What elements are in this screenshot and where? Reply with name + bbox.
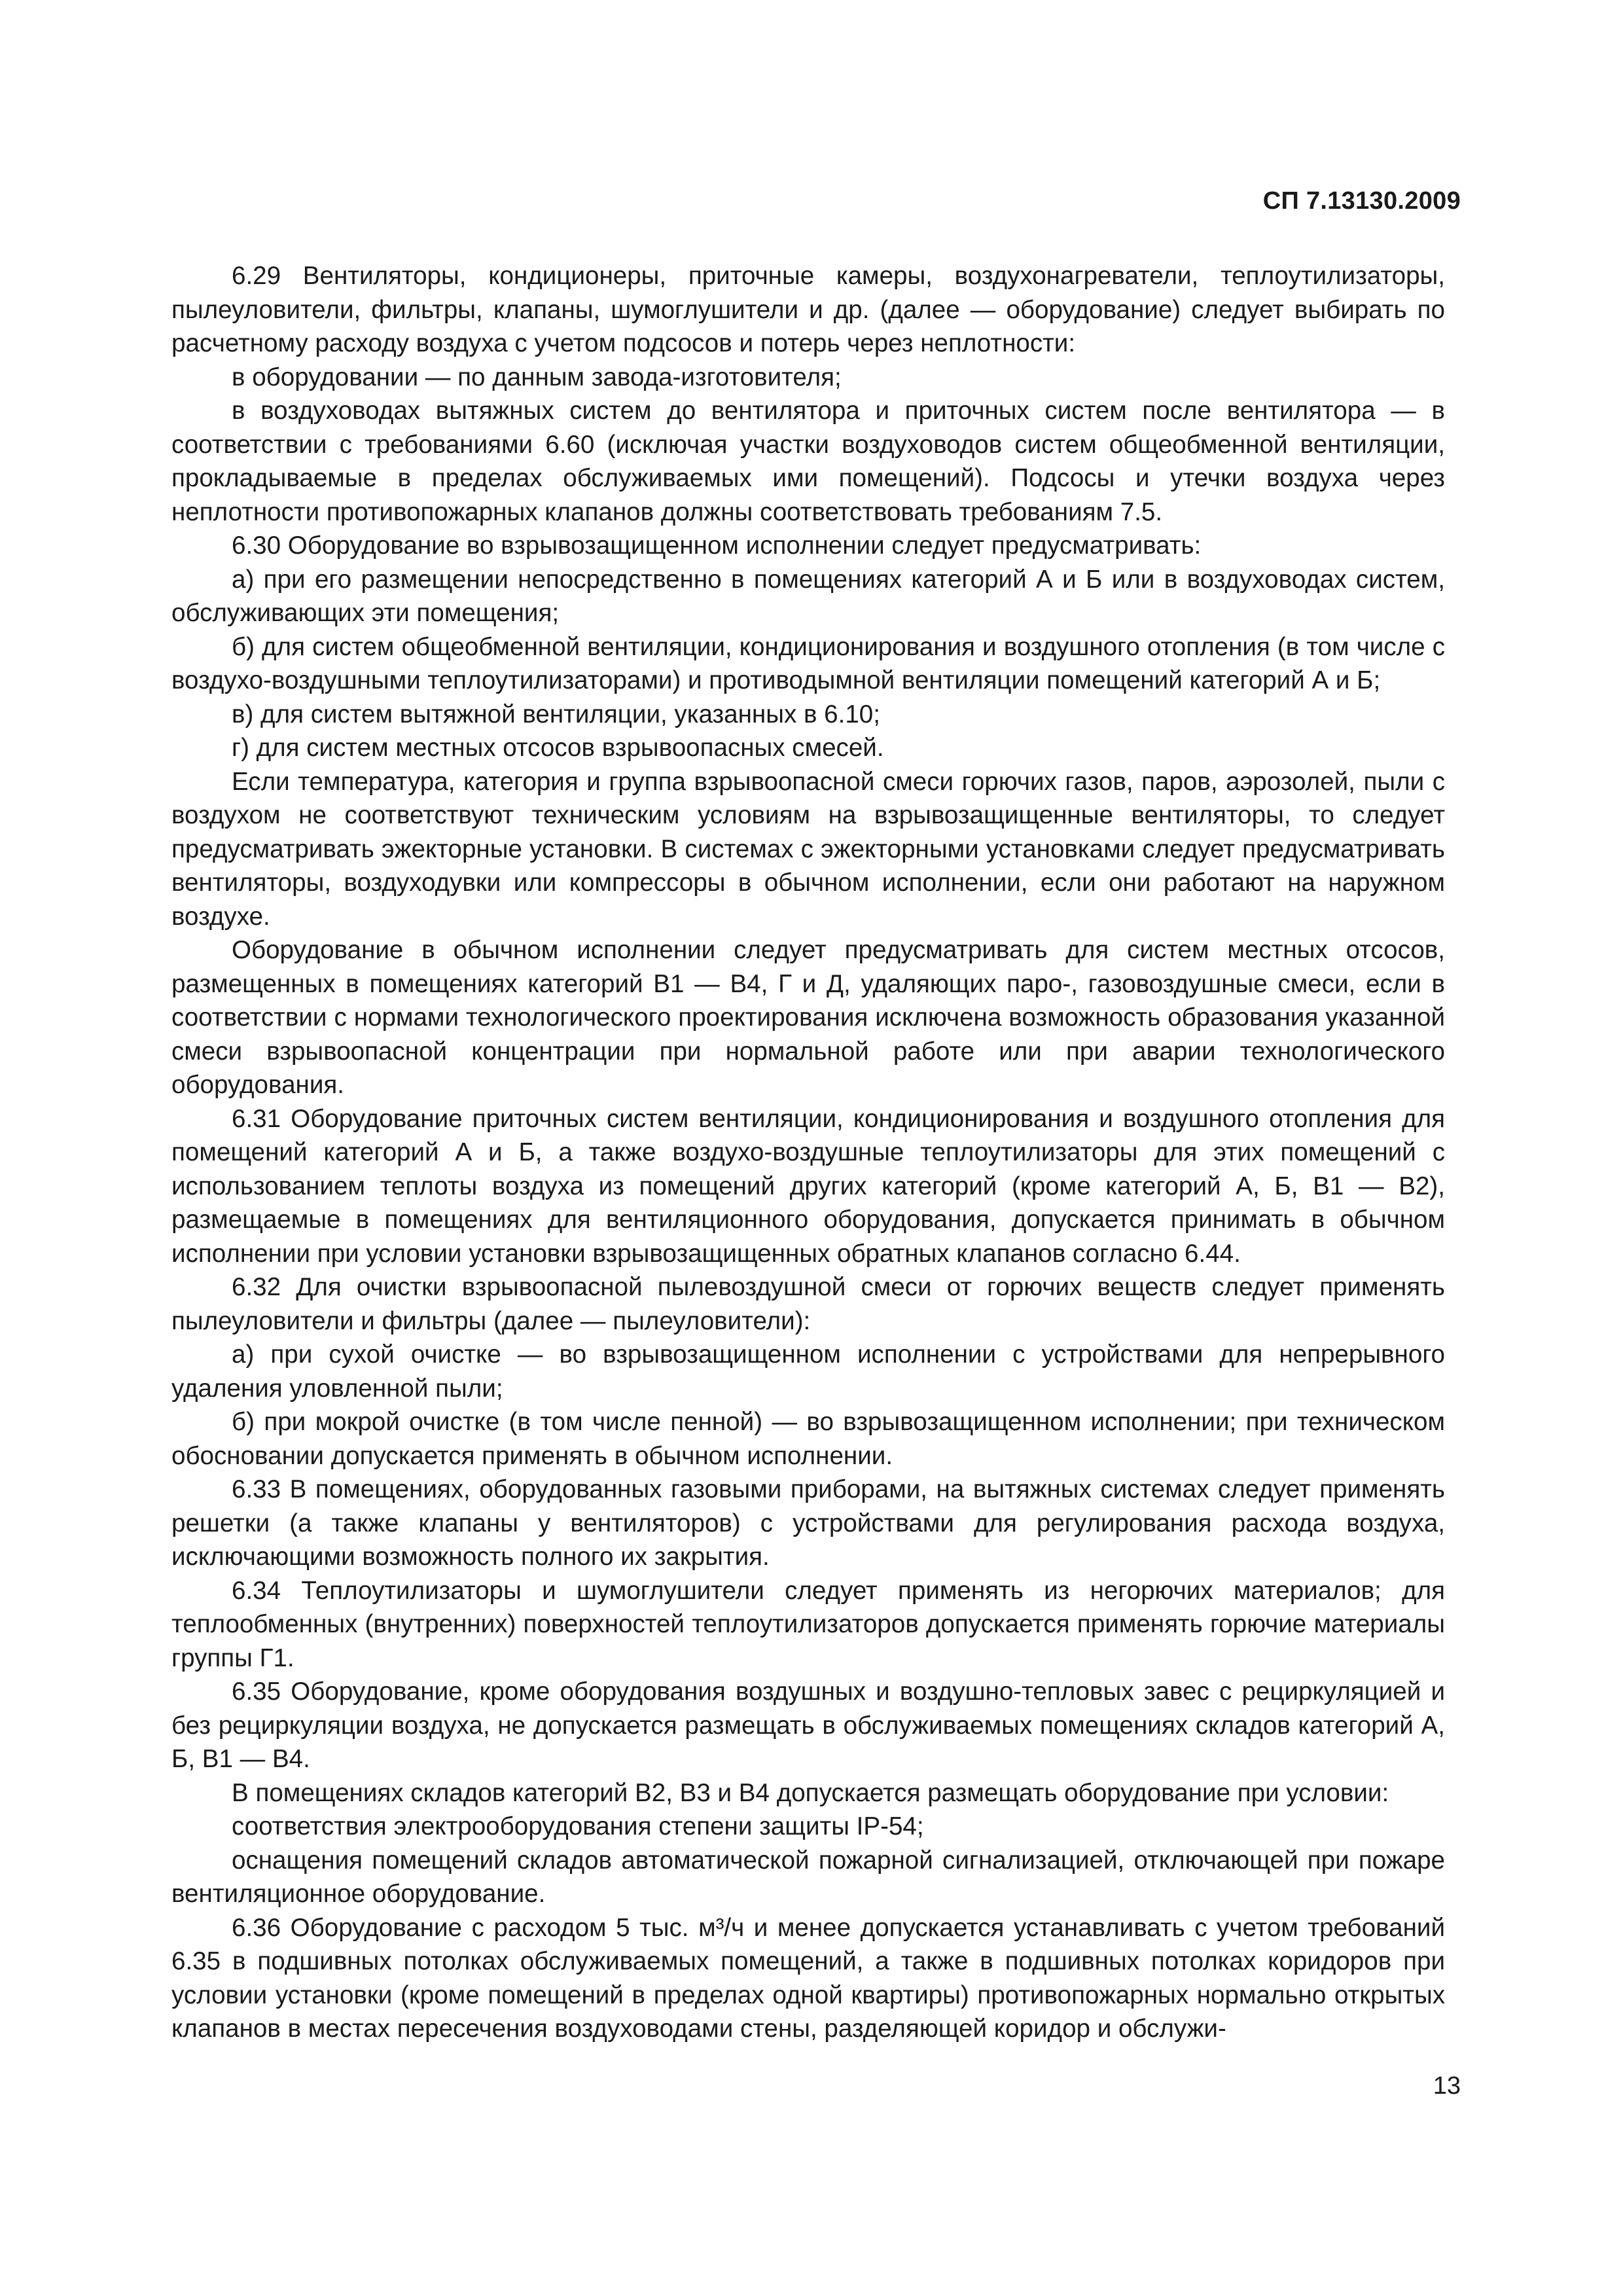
paragraph-6-32-a: а) при сухой очистке — во взрывозащищенном исполнении с устройствами для непрерывного удаления уловленной пыли; — [171, 1340, 1445, 1403]
paragraph-6-32-b: б) при мокрой очистке (в том числе пенной) — во взрывозащищенном исполнении; при техническом обосновании допускается применять в обычном исполнении. — [171, 1408, 1445, 1470]
paragraph-6-30: 6.30 Оборудование во взрывозащищенном исполнении следует предусматривать: — [232, 531, 1202, 560]
paragraph-6-30-g: г) для систем местных отсосов взрывоопасных смесей. — [232, 734, 884, 762]
paragraph-6-29-ducts: в воздуховодах вытяжных систем до вентилятора и приточных систем после вентилятора — в соответствии с требованиями 6.60 (исключая участки воздуховодов систем общеобменной вентиляции, прокладываемые в пределах обслуживаемых ими помещений). Подсосы и утечки воздуха через неплотности противопожарных клапанов должны соответствовать требованиям 7.5. — [171, 397, 1445, 526]
body-text — [171, 259, 1445, 2046]
paragraph-6-34: 6.34 Теплоутилизаторы и шумоглушители следует применять из негорючих материалов; для теплообменных (внутренних) поверхностей теплоутилизаторов допускается применять горючие материалы группы Г1. — [171, 1576, 1445, 1672]
paragraph-6-30-v: в) для систем вытяжной вентиляции, указанных в 6.10; — [232, 700, 880, 728]
paragraph-6-29: 6.29 Вентиляторы, кондиционеры, приточные камеры, воздухонагреватели, теплоутилизаторы, пылеуловители, фильтры, клапаны, шумоглушители и др. (далее — оборудование) следует выбирать по расчетному расходу воздуха с учетом подсосов и потерь через неплотности: — [171, 262, 1445, 357]
paragraph-6-35-alarm: оснащения помещений складов автоматической пожарной сигнализацией, отключающей при пожаре вентиляционное оборудование. — [171, 1846, 1445, 1908]
paragraph-6-36: 6.36 Оборудование с расходом 5 тыс. м³/ч и менее допускается устанавливать с учетом требований 6.35 в подшивных потолках обслуживаемых помещений, а также в подшивных потолках коридоров при условии установки (кроме помещений в пределах одной квартиры) противопожарных нормально открытых клапанов в местах пересечения воздуховодами стены, разделяющей коридор и обслужи- — [171, 1913, 1445, 2043]
paragraph-ejector: Если температура, категория и группа взрывоопасной смеси горючих газов, паров, аэрозолей, пыли с воздухом не соответствуют техническим условиям на взрывозащищенные вентиляторы, то следует предусматривать эжекторные установки. В системах с эжекторными установками следует предусматривать вентиляторы, воздуходувки или компрессоры в обычном исполнении, если они работают на наружном воздухе. — [171, 767, 1445, 931]
paragraph-6-29-equipment: в оборудовании — по данным завода-изготовителя; — [232, 363, 842, 391]
paragraph-6-35: 6.35 Оборудование, кроме оборудования воздушных и воздушно-тепловых завес с рециркуляцией и без рециркуляции воздуха, не допускается размещать в обслуживаемых помещениях складов категорий А, Б, В1 — В4. — [171, 1677, 1445, 1773]
paragraph-6-31: 6.31 Оборудование приточных систем вентиляции, кондиционирования и воздушного отопления для помещений категорий А и Б, а также воздухо-воздушные теплоутилизаторы для этих помещений с использованием теплоты воздуха из помещений других категорий (кроме категорий А, Б, В1 — В2), размещаемые в помещениях для вентиляционного оборудования, допускается принимать в обычном исполнении при условии установки взрывозащищенных обратных клапанов согласно 6.44. — [171, 1104, 1445, 1268]
paragraph-6-30-a: а) при его размещении непосредственно в помещениях категорий А и Б или в воздуховодах систем, обслуживающих эти помещения; — [171, 565, 1445, 627]
paragraph-6-35-ip54: соответствия электрооборудования степени защиты IP-54; — [232, 1812, 924, 1840]
page-number: 13 — [1433, 2072, 1461, 2100]
document-code: СП 7.13130.2009 — [1262, 187, 1461, 215]
paragraph-6-30-b: б) для систем общеобменной вентиляции, кондиционирования и воздушного отопления (в том числе с воздухо-воздушными теплоутилизаторами) и противодымной вентиляции помещений категорий А и Б; — [171, 632, 1445, 694]
paragraph-6-32: 6.32 Для очистки взрывоопасной пылевоздушной смеси от горючих веществ следует применять пылеуловители и фильтры (далее — пылеуловители): — [171, 1273, 1445, 1335]
paragraph-6-35-storage: В помещениях складов категорий В2, В3 и В4 допускается размещать оборудование при условии: — [232, 1778, 1389, 1807]
paragraph-6-33: 6.33 В помещениях, оборудованных газовыми приборами, на вытяжных системах следует применять решетки (а также клапаны у вентиляторов) с устройствами для регулирования расхода воздуха, исключающими возможность полного их закрытия. — [171, 1475, 1445, 1571]
paragraph-ordinary-design: Оборудование в обычном исполнении следует предусматривать для систем местных отсосов, размещенных в помещениях категорий В1 — В4, Г и Д, удаляющих паро-, газовоздушные смеси, если в соответствии с нормами технологического проектирования исключена возможность образования указанной смеси взрывоопасной концентрации при нормальной работе или при аварии технологического оборудования. — [171, 936, 1445, 1099]
